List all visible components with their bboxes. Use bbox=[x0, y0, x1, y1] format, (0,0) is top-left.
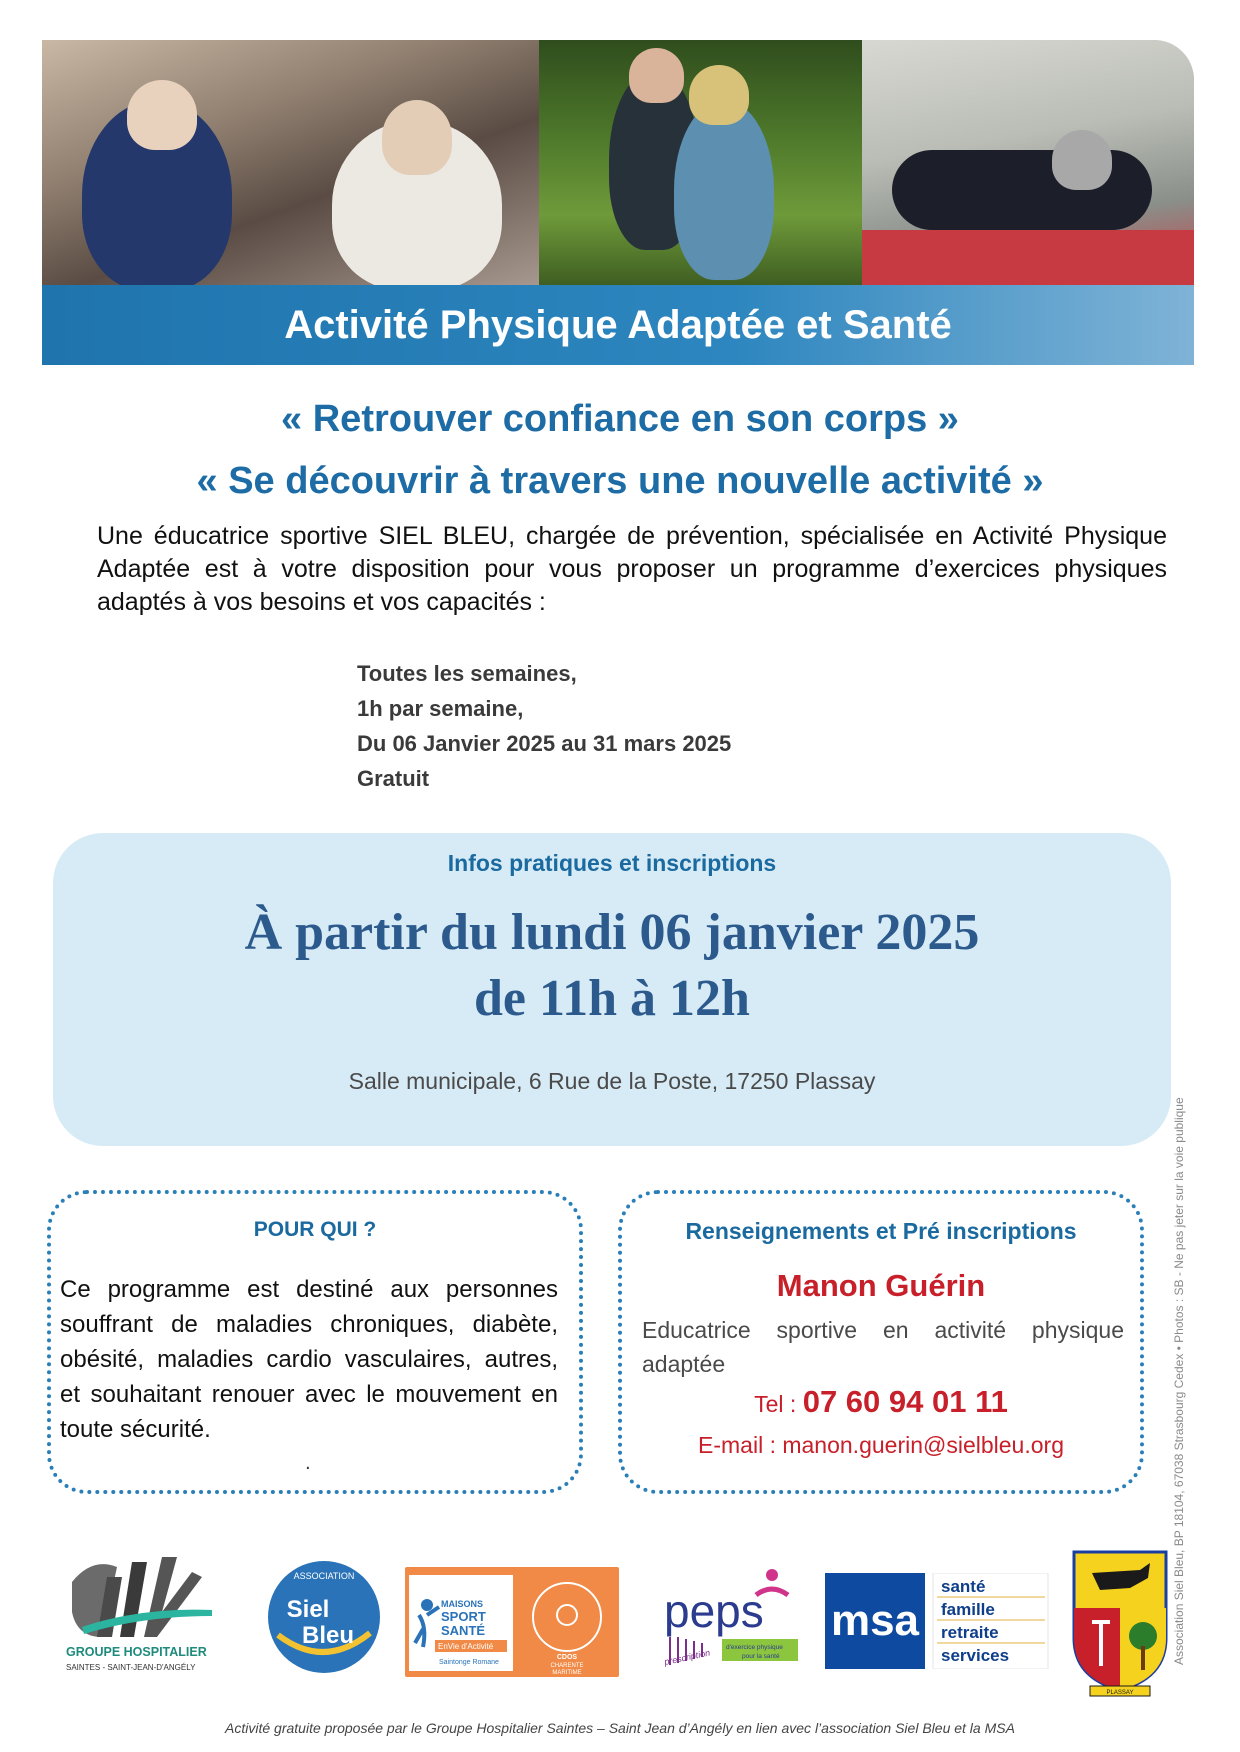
contact-phone[interactable] bbox=[618, 1384, 1144, 1420]
maisons-sport-sante-logo bbox=[405, 1567, 619, 1677]
contact-name: Manon Guérin bbox=[776, 1268, 986, 1303]
phone-label: Tel : bbox=[754, 1391, 803, 1417]
siel-bleu-logo bbox=[258, 1555, 390, 1675]
info-address: Salle municipale, 6 Rue de la Poste, 17250 Plassay bbox=[348, 1068, 876, 1094]
info-time: de 11h à 12h bbox=[474, 970, 750, 1027]
msa-word: famille bbox=[941, 1600, 995, 1619]
msante-line3: SANTÉ bbox=[441, 1623, 486, 1638]
gh-line1: GROUPE HOSPITALIER bbox=[66, 1645, 207, 1659]
photo-floor-exercise bbox=[862, 40, 1194, 290]
cdos-line2: CHARENTE bbox=[550, 1663, 584, 1669]
msa-word: services bbox=[941, 1646, 1010, 1665]
msa-word: santé bbox=[941, 1577, 986, 1596]
contact-email[interactable]: E-mail : manon.guerin@sielbleu.org bbox=[698, 1432, 1064, 1458]
contact-role: Educatrice sportive en activité physique adaptée bbox=[642, 1317, 1124, 1377]
contact-title: Renseignements et Pré inscriptions bbox=[685, 1218, 1077, 1244]
plassay-coat-of-arms-logo bbox=[1070, 1548, 1170, 1698]
siel-name2: Bleu bbox=[301, 1622, 355, 1649]
photo-nordic-walking bbox=[539, 40, 862, 290]
siel-assoc-label: ASSOCIATION bbox=[293, 1571, 355, 1581]
peps-logo bbox=[660, 1565, 800, 1675]
peps-name: peps bbox=[664, 1585, 764, 1637]
schedule-line: Gratuit bbox=[357, 766, 430, 791]
intro-paragraph: Une éducatrice sportive SIEL BLEU, chargée de prévention, spécialisée en Activité Physique Adaptée est à votre disposition pour vous proposer un programme d’exercices physiques adaptés à vos besoins et vos capacités : bbox=[97, 522, 1167, 616]
hero-title: Activité Physique Adaptée et Santé bbox=[284, 303, 952, 347]
peps-sub1: prescription bbox=[663, 1647, 711, 1667]
info-date: À partir du lundi 06 janvier 2025 bbox=[244, 904, 980, 961]
siel-name1: Siel bbox=[286, 1596, 330, 1623]
peps-sub3: pour la santé bbox=[742, 1653, 780, 1660]
legal-sidebar-text: Association Siel Bleu, BP 18104, 67038 Strasbourg Cedex • Photos : SB - Ne pas jeter sur la voie publique bbox=[1172, 1097, 1186, 1665]
gh-line2: SAINTES - SAINT-JEAN-D'ANGÉLY bbox=[66, 1663, 196, 1672]
who-text: Ce programme est destiné aux personnes souffrant de maladies chroniques, diabète, obésité, maladies cardio vasculaires, autres, et souhaitant renouer avec le mouvement en toute sécurité. bbox=[60, 1276, 558, 1443]
photo-seniors-stretching bbox=[42, 40, 539, 290]
plassay-name: PLASSAY bbox=[1106, 1690, 1134, 1696]
phone-number[interactable]: 07 60 94 01 11 bbox=[802, 1384, 1008, 1419]
groupe-hospitalier-logo bbox=[62, 1552, 222, 1677]
msa-word: retraite bbox=[941, 1623, 999, 1642]
msante-line4: EnVie d'Activité bbox=[438, 1642, 494, 1651]
msante-line5: Saintonge Romane bbox=[439, 1659, 499, 1666]
msante-line2: SPORT bbox=[441, 1609, 486, 1624]
schedule-line: 1h par semaine, bbox=[357, 696, 524, 721]
schedule-line: Du 06 Janvier 2025 au 31 mars 2025 bbox=[357, 731, 732, 756]
info-heading: Infos pratiques et inscriptions bbox=[447, 850, 777, 876]
msa-logo bbox=[825, 1573, 1050, 1669]
msa-name: msa bbox=[830, 1596, 920, 1645]
quote-confidence: « Retrouver confiance en son corps » bbox=[281, 398, 959, 440]
quote-discover: « Se découvrir à travers une nouvelle activité » bbox=[196, 460, 1044, 502]
cdos-line1: CDOS bbox=[556, 1654, 578, 1661]
peps-sub2: d'exercice physique bbox=[726, 1644, 783, 1651]
cdos-line3: MARITIME bbox=[552, 1670, 582, 1676]
who-dot: . bbox=[305, 1453, 311, 1474]
hero-banner bbox=[42, 40, 1194, 365]
footer-note: Activité gratuite proposée par le Groupe Hospitalier Saintes – Saint Jean d’Angély en lien avec l’association Siel Bleu et la MSA bbox=[225, 1720, 1015, 1736]
msante-line1: MAISONS bbox=[441, 1599, 484, 1609]
who-title: POUR QUI ? bbox=[253, 1218, 377, 1241]
schedule-line: Toutes les semaines, bbox=[357, 661, 577, 686]
